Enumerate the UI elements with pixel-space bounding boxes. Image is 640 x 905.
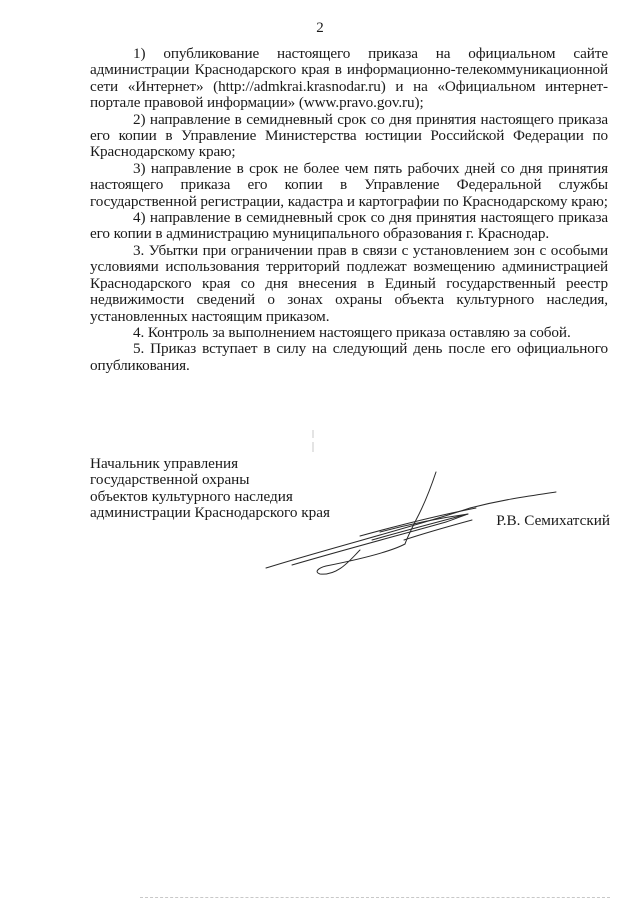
paragraph-control: 4. Контроль за выполнением настоящего приказа оставляю за собой. [133,323,571,341]
paragraph-losses: 3. Убытки при ограничении прав в связи с установлением зон с особыми условиями использования территорий подлежат возмещению администрацией Краснодарского края со дня внесения в Единый государственный реестр недвижимости сведений о зонах охраны объекта культурного наследия, установленных настоящим приказом. [90,241,608,325]
page-number: 2 [316,20,324,36]
paragraph-justice-ministry: 2) направление в семидневный срок со дня принятия настоящего приказа его копии в Управление Министерства юстиции Российской Федерации по Краснодарскому краю; [90,110,608,161]
paragraph-effective-date: 5. Приказ вступает в силу на следующий день после его официального опубликования. [90,340,608,374]
signature-block [90,456,610,586]
paragraph-publication: 1) опубликование настоящего приказа на официальном сайте администрации Краснодарского края в информационно-телекоммуникационной сети «Интернет» (http://admkrai.krasnodar.ru) и на «Официальном интернет-портале правовой информации» (www.pravo.gov.ru); [90,45,608,112]
signer-name: Р.В. Семихатский [496,512,610,529]
paragraph-federal-service: 3) направление в срок не более чем пять рабочих дней со дня принятия настоящего приказа его копии в Управление Федеральной службы государственной регистрации, кадастра и картографии по Краснодарскому краю; [90,159,608,210]
signer-position-line: государственной охраны [90,471,250,489]
document-body [90,46,608,374]
signer-position-line: объектов культурного наследия [90,487,293,505]
scan-artifact-line [140,897,610,901]
signer-position-line: Начальник управления [90,455,239,472]
paragraph-municipal-admin: 4) направление в семидневный срок со дня принятия настоящего приказа его копии в администрацию муниципального образования г. Краснодар. [90,209,608,243]
signer-position-line: администрации Краснодарского края [90,504,330,522]
signer-position [90,456,330,522]
